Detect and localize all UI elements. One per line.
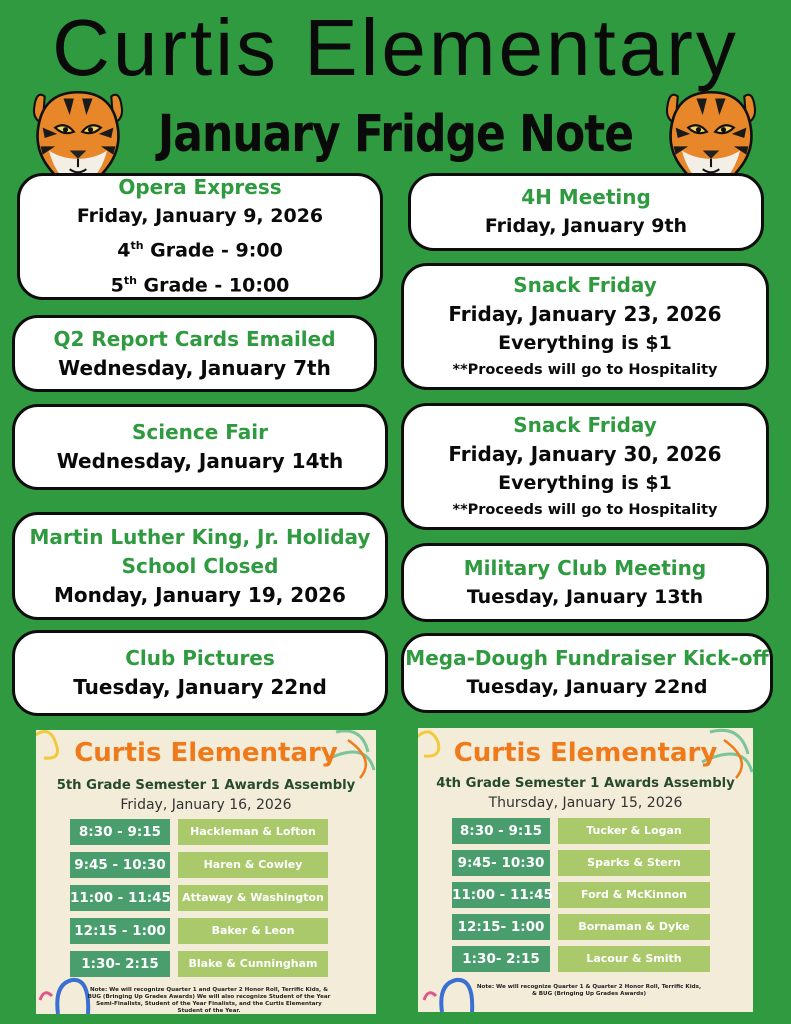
event-date: Tuesday, January 22nd <box>466 676 708 698</box>
event-title: Military Club Meeting <box>463 555 707 580</box>
event-date: Friday, January 23, 2026 <box>448 302 722 326</box>
event-card-report-cards <box>12 315 377 392</box>
grade-5-time: 5th Grade - 10:00 <box>110 273 290 296</box>
event-title: Martin Luther King, Jr. Holiday <box>29 524 371 549</box>
slot-names: Blake & Cunningham <box>178 951 328 977</box>
event-date: Friday, January 9, 2026 <box>76 205 324 228</box>
flyer-note: Note: We will recognize Quarter 1 & Quarter 2 Honor Roll, Terrific Kids, & BUG (Bringing Up Grades Awards) <box>476 984 702 997</box>
slot-time: 12:15- 1:00 <box>452 914 550 940</box>
event-date: Monday, January 19, 2026 <box>54 582 346 607</box>
slot-time: 8:30 - 9:15 <box>452 818 550 844</box>
event-card-snack-friday-23 <box>401 263 769 390</box>
event-card-4h-meeting <box>408 173 764 251</box>
event-title: 4H Meeting <box>521 185 651 209</box>
event-price: Everything is $1 <box>498 332 672 354</box>
slot-names: Ford & McKinnon <box>558 882 710 908</box>
slot-names: Bornaman & Dyke <box>558 914 710 940</box>
event-date: Friday, January 30, 2026 <box>448 442 722 466</box>
slot-time: 1:30- 2:15 <box>452 946 550 972</box>
slot-names: Attaway & Washington <box>178 885 328 911</box>
event-title: Q2 Report Cards Emailed <box>53 326 336 351</box>
event-date: Friday, January 9th <box>484 215 688 237</box>
awards-flyer-4th-grade <box>418 728 753 1012</box>
slot-names: Hackleman & Lofton <box>178 819 328 845</box>
school-title: Curtis Elementary <box>52 3 739 92</box>
event-card-mlk-holiday <box>12 512 388 620</box>
event-title: Mega-Dough Fundraiser Kick-off <box>405 646 769 670</box>
event-subtitle: School Closed <box>121 553 279 578</box>
fridge-note-title: January Fridge Note <box>157 105 634 164</box>
event-note: **Proceeds will go to Hospitality <box>452 502 718 518</box>
event-card-mega-dough <box>401 633 773 713</box>
event-date: Wednesday, January 14th <box>56 449 344 473</box>
event-note: **Proceeds will go to Hospitality <box>452 362 718 378</box>
flyer-school-name: Curtis Elementary <box>453 738 718 768</box>
slot-time: 8:30 - 9:15 <box>70 819 170 845</box>
slot-time: 1:30- 2:15 <box>70 951 170 977</box>
grade-4-time: 4th Grade - 9:00 <box>117 239 283 262</box>
event-title: Snack Friday <box>513 413 657 437</box>
flyer-date: Thursday, January 15, 2026 <box>488 795 683 811</box>
flyer-subtitle: 5th Grade Semester 1 Awards Assembly <box>56 778 356 793</box>
slot-time: 11:00 - 11:45 <box>70 885 170 911</box>
awards-flyer-5th-grade <box>36 730 376 1014</box>
event-date: Tuesday, January 13th <box>466 585 704 608</box>
slot-names: Haren & Cowley <box>178 852 328 878</box>
event-card-military-club <box>401 543 769 622</box>
flyer-subtitle: 4th Grade Semester 1 Awards Assembly <box>436 776 735 791</box>
flyer-date: Friday, January 16, 2026 <box>120 797 292 813</box>
event-card-snack-friday-30 <box>401 403 769 530</box>
event-card-club-pictures <box>12 630 388 716</box>
event-card-science-fair <box>12 404 388 490</box>
slot-time: 9:45 - 10:30 <box>70 852 170 878</box>
event-title: Snack Friday <box>513 273 657 297</box>
event-date: Wednesday, January 7th <box>58 355 331 380</box>
slot-names: Sparks & Stern <box>558 850 710 876</box>
event-date: Tuesday, January 22nd <box>73 675 327 699</box>
slot-time: 9:45- 10:30 <box>452 850 550 876</box>
event-title: Science Fair <box>131 420 268 444</box>
slot-names: Tucker & Logan <box>558 818 710 844</box>
flyer-school-name: Curtis Elementary <box>74 738 338 768</box>
event-title: Opera Express <box>118 175 282 200</box>
slot-names: Lacour & Smith <box>558 946 710 972</box>
event-card-opera-express <box>17 173 383 300</box>
event-title: Club Pictures <box>125 646 275 670</box>
event-price: Everything is $1 <box>498 472 672 494</box>
slot-names: Baker & Leon <box>178 918 328 944</box>
slot-time: 12:15 - 1:00 <box>70 918 170 944</box>
flyer-note: Note: We will recognize Quarter 1 and Quarter 2 Honor Roll, Terrific Kids, & BUG (Bringing Up Grades Awards) We will also recognize Student of the Year Semi-Finalists, Student of the Year Finalists, and the Curtis Elementary Student of the Year. <box>87 987 331 1014</box>
slot-time: 11:00 - 11:45 <box>452 882 550 908</box>
